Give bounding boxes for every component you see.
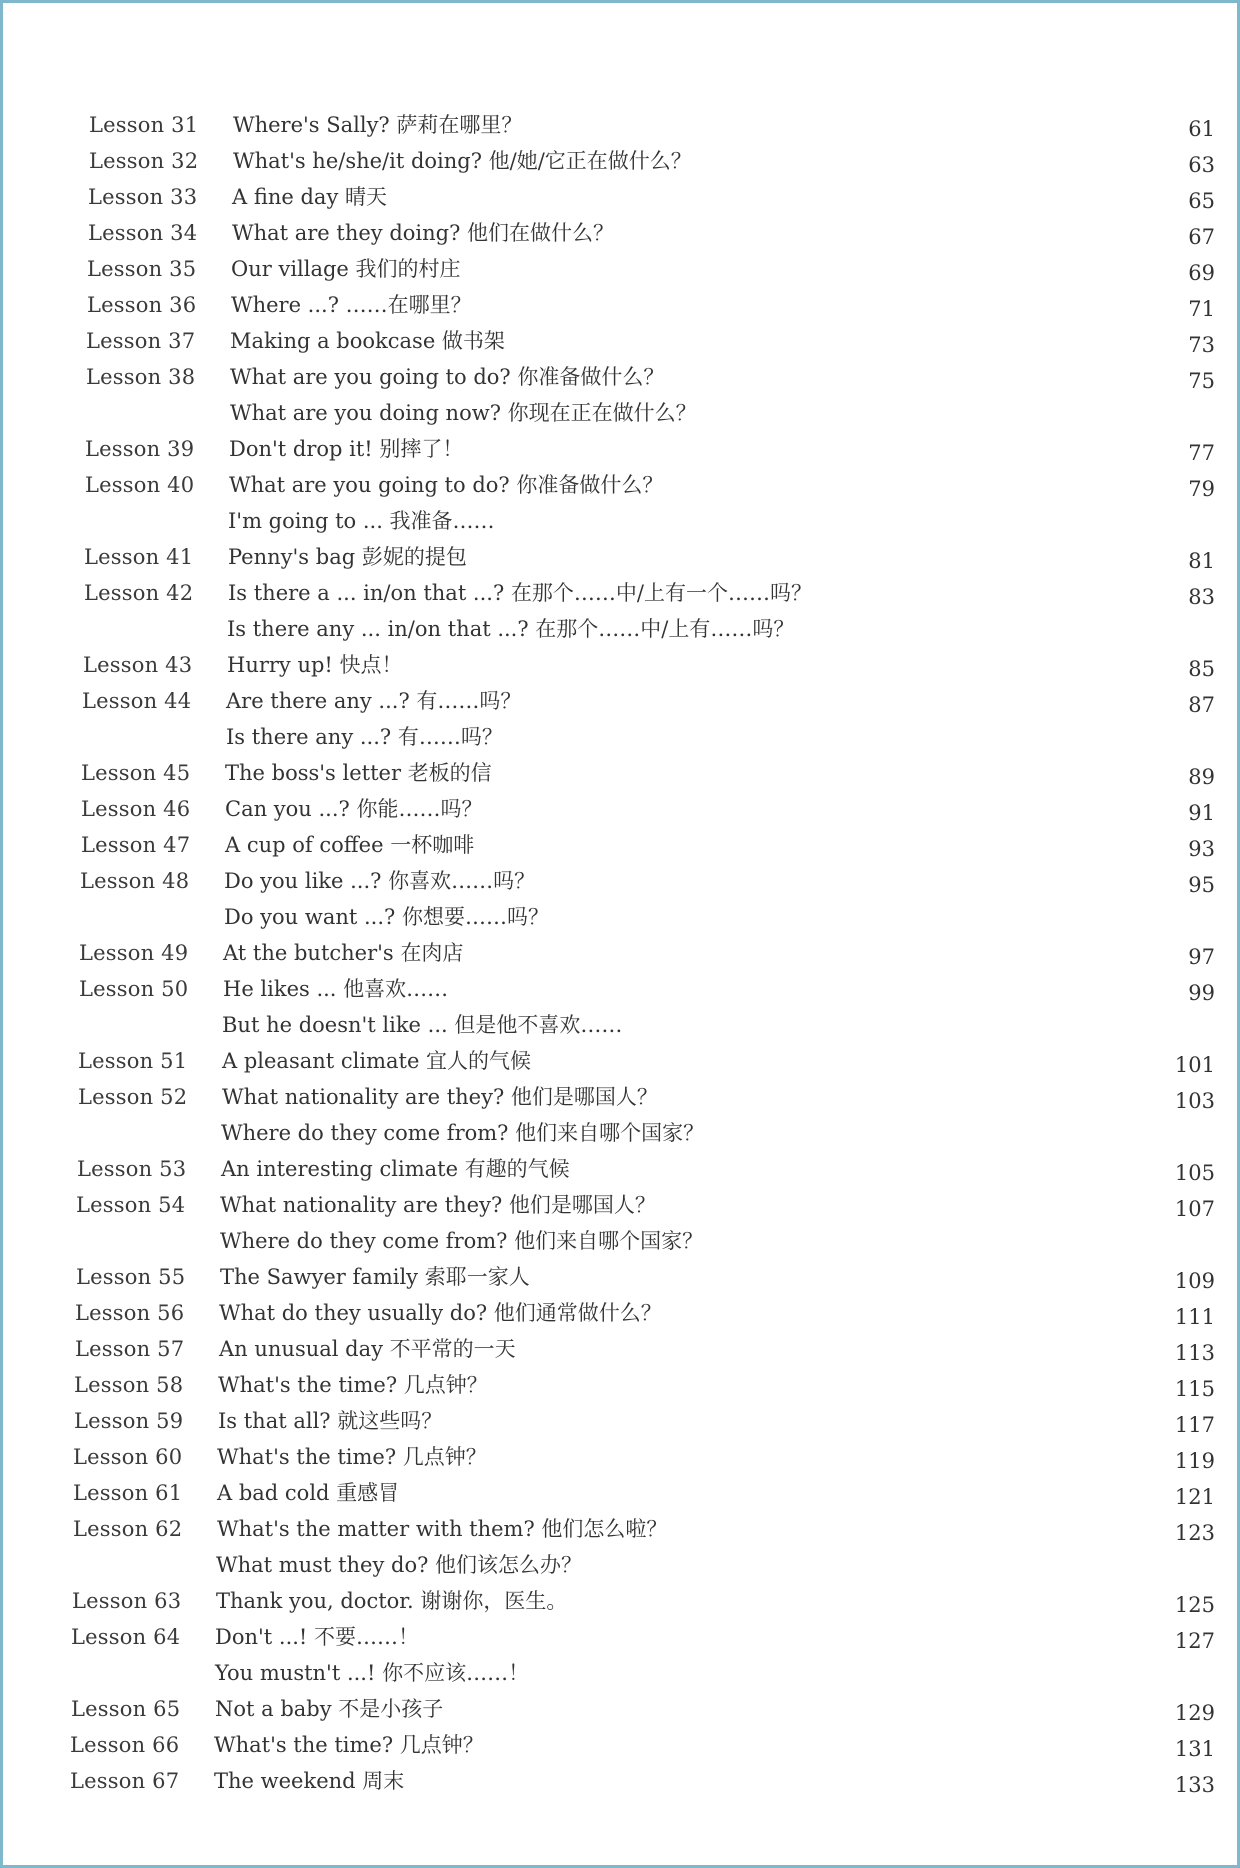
lesson-title: At the butcher's 在肉店 [223,941,464,965]
toc-row [3,791,1240,827]
toc-row [3,107,1240,143]
lesson-title: What's the time? 几点钟？ [217,1445,487,1469]
toc-row [3,215,1240,251]
page-number: 111 [1174,1305,1215,1329]
page-number: 69 [1188,261,1215,285]
lesson-title: Do you like ...? 你喜欢……吗？ [224,869,536,893]
lesson-title: Don't drop it! 别摔了！ [229,437,464,461]
lesson-number: Lesson 37 [86,329,196,353]
lesson-title: Penny's bag 彭妮的提包 [228,545,467,569]
page-number: 71 [1188,297,1215,321]
lesson-number: Lesson 33 [88,185,198,209]
lesson-number: Lesson 56 [75,1301,185,1325]
page-number: 87 [1188,693,1215,717]
lesson-title: Our village 我们的村庄 [231,257,461,281]
page-number: 115 [1174,1377,1215,1401]
toc-row [3,683,1240,719]
lesson-number: Lesson 46 [81,797,191,821]
lesson-title: Where do they come from? 他们来自哪个国家？ [220,1229,704,1253]
lesson-number: Lesson 48 [80,869,190,893]
toc-row [3,1403,1240,1439]
page-number: 121 [1174,1485,1215,1509]
lesson-number: Lesson 64 [71,1625,181,1649]
lesson-number: Lesson 54 [76,1193,186,1217]
toc-row [3,1439,1240,1475]
toc-row [3,1187,1240,1223]
toc-row [3,971,1240,1007]
lesson-title: An unusual day 不平常的一天 [219,1337,516,1361]
lesson-number: Lesson 38 [86,365,196,389]
lesson-number: Lesson 42 [84,581,194,605]
toc-row [3,647,1240,683]
lesson-title: Is there any ... in/on that ...? 在那个……中/上有……吗？ [227,617,795,641]
lesson-number: Lesson 51 [78,1049,188,1073]
toc-row [3,1151,1240,1187]
toc-row [3,1223,1240,1259]
lesson-title: Is that all? 就这些吗？ [218,1409,443,1433]
toc-row [3,935,1240,971]
toc-row [3,179,1240,215]
page-number: 101 [1174,1053,1215,1077]
toc-row [3,1475,1240,1511]
lesson-number: Lesson 59 [74,1409,184,1433]
lesson-number: Lesson 57 [75,1337,185,1361]
lesson-title: What must they do? 他们该怎么办？ [216,1553,583,1577]
lesson-title: You mustn't ...! 你不应该……！ [215,1661,530,1685]
toc-row [3,467,1240,503]
toc-row [3,1295,1240,1331]
lesson-number: Lesson 34 [88,221,198,245]
toc-row [3,899,1240,935]
lesson-title: What are you doing now? 你现在正在做什么？ [230,401,697,425]
lesson-title: Where's Sally? 萨莉在哪里？ [233,113,523,137]
lesson-title: What's the matter with them? 他们怎么啦？ [217,1517,668,1541]
lesson-number: Lesson 31 [89,113,199,137]
lesson-title: A fine day 晴天 [232,185,387,209]
lesson-title: Is there a ... in/on that ...? 在那个……中/上有一个……吗？ [228,581,812,605]
lesson-title: What are you going to do? 你准备做什么？ [229,473,664,497]
page-number: 107 [1174,1197,1215,1221]
page-number: 99 [1188,981,1215,1005]
page-number: 105 [1174,1161,1215,1185]
page-number: 127 [1174,1629,1215,1653]
lesson-number: Lesson 55 [76,1265,186,1289]
lesson-title: But he doesn't like ... 但是他不喜欢…… [222,1013,623,1037]
lesson-title: What's the time? 几点钟？ [218,1373,488,1397]
lesson-number: Lesson 43 [83,653,193,677]
page-number: 89 [1188,765,1215,789]
page-number: 83 [1188,585,1215,609]
table-of-contents [3,107,1240,1799]
lesson-title: What nationality are they? 他们是哪国人？ [220,1193,656,1217]
lesson-title: Can you ...? 你能……吗？ [225,797,483,821]
lesson-title: What's the time? 几点钟？ [214,1733,484,1757]
page-number: 133 [1174,1773,1215,1797]
lesson-title: What are you going to do? 你准备做什么？ [230,365,665,389]
toc-row [3,863,1240,899]
lesson-number: Lesson 35 [87,257,197,281]
lesson-number: Lesson 52 [78,1085,188,1109]
lesson-number: Lesson 50 [79,977,189,1001]
toc-row [3,359,1240,395]
toc-row [3,1619,1240,1655]
page-number: 123 [1174,1521,1215,1545]
lesson-number: Lesson 61 [73,1481,183,1505]
page-number: 125 [1174,1593,1215,1617]
page-number: 109 [1174,1269,1215,1293]
lesson-number: Lesson 40 [85,473,195,497]
lesson-number: Lesson 66 [70,1733,180,1757]
lesson-title: Is there any ...? 有……吗？ [226,725,503,749]
lesson-title: Thank you, doctor. 谢谢你，医生。 [216,1589,568,1613]
page-number: 131 [1174,1737,1215,1761]
lesson-title: An interesting climate 有趣的气候 [221,1157,570,1181]
toc-row [3,251,1240,287]
toc-row [3,1763,1240,1799]
page-number: 95 [1188,873,1215,897]
page-number: 67 [1188,225,1215,249]
lesson-title: Where ...? ……在哪里？ [231,293,472,317]
lesson-title: Don't ...! 不要……！ [215,1625,420,1649]
toc-row [3,1367,1240,1403]
toc-row [3,1331,1240,1367]
page-number: 81 [1188,549,1215,573]
page-number: 63 [1188,153,1215,177]
page-number: 113 [1174,1341,1215,1365]
page-number: 97 [1188,945,1215,969]
page-number: 85 [1188,657,1215,681]
lesson-title: The Sawyer family 索耶一家人 [220,1265,530,1289]
toc-row [3,1079,1240,1115]
page-number: 117 [1174,1413,1215,1437]
toc-row [3,719,1240,755]
page-number: 93 [1188,837,1215,861]
toc-row [3,1043,1240,1079]
lesson-number: Lesson 65 [71,1697,181,1721]
lesson-title: He likes ... 他喜欢…… [223,977,449,1001]
toc-row [3,1727,1240,1763]
lesson-number: Lesson 39 [85,437,195,461]
page-number: 79 [1188,477,1215,501]
lesson-title: What nationality are they? 他们是哪国人？ [222,1085,658,1109]
toc-row [3,1655,1240,1691]
toc-row [3,287,1240,323]
lesson-title: The boss's letter 老板的信 [225,761,492,785]
lesson-number: Lesson 32 [89,149,199,173]
lesson-number: Lesson 63 [72,1589,182,1613]
lesson-title: A pleasant climate 宜人的气候 [222,1049,532,1073]
lesson-title: What's he/she/it doing? 他/她/它正在做什么？ [233,149,692,173]
toc-row [3,755,1240,791]
lesson-number: Lesson 47 [81,833,191,857]
page-number: 129 [1174,1701,1215,1725]
lesson-title: The weekend 周末 [214,1769,405,1793]
lesson-number: Lesson 67 [70,1769,180,1793]
toc-row [3,1691,1240,1727]
page-number: 77 [1188,441,1215,465]
page-number: 119 [1174,1449,1215,1473]
toc-row [3,1547,1240,1583]
lesson-title: Are there any ...? 有……吗？ [226,689,522,713]
lesson-number: Lesson 45 [81,761,191,785]
toc-row [3,575,1240,611]
toc-row [3,1007,1240,1043]
toc-row [3,539,1240,575]
page-number: 61 [1188,117,1215,141]
toc-row [3,1115,1240,1151]
lesson-title: Not a baby 不是小孩子 [215,1697,444,1721]
toc-row [3,1511,1240,1547]
lesson-number: Lesson 41 [84,545,194,569]
page-number: 75 [1188,369,1215,393]
lesson-title: I'm going to ... 我准备…… [228,509,495,533]
lesson-number: Lesson 36 [87,293,197,317]
toc-row [3,1259,1240,1295]
toc-row [3,503,1240,539]
lesson-title: A bad cold 重感冒 [217,1481,400,1505]
toc-row [3,827,1240,863]
lesson-title: Do you want ...? 你想要……吗？ [224,905,549,929]
toc-row [3,395,1240,431]
lesson-number: Lesson 62 [73,1517,183,1541]
lesson-title: Where do they come from? 他们来自哪个国家？ [221,1121,705,1145]
lesson-number: Lesson 60 [73,1445,183,1469]
lesson-number: Lesson 58 [74,1373,184,1397]
toc-row [3,143,1240,179]
page-number: 91 [1188,801,1215,825]
lesson-number: Lesson 49 [79,941,189,965]
page-number: 103 [1174,1089,1215,1113]
lesson-number: Lesson 44 [82,689,192,713]
lesson-title: A cup of coffee 一杯咖啡 [225,833,475,857]
lesson-title: What do they usually do? 他们通常做什么？ [219,1301,662,1325]
lesson-title: What are they doing? 他们在做什么？ [232,221,615,245]
page-number: 65 [1188,189,1215,213]
lesson-title: Making a bookcase 做书架 [230,329,505,353]
toc-row [3,611,1240,647]
lesson-title: Hurry up! 快点！ [227,653,403,677]
toc-row [3,323,1240,359]
page-number: 73 [1188,333,1215,357]
toc-row [3,1583,1240,1619]
toc-row [3,431,1240,467]
lesson-number: Lesson 53 [77,1157,187,1181]
